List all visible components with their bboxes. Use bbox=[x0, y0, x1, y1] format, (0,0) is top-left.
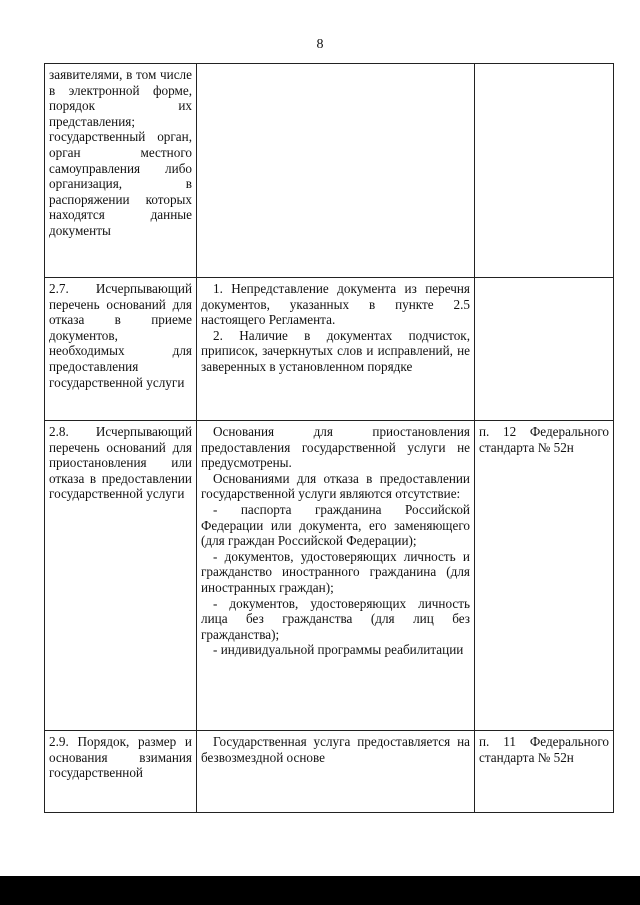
content-paragraph: 2. Наличие в документах подчисток, приписок, зачеркнутых слов и исправлений, не заверенных в установленном порядке bbox=[201, 327, 470, 374]
scan-bottom-edge bbox=[0, 876, 640, 905]
table-row bbox=[45, 731, 614, 813]
content-cell bbox=[197, 421, 475, 731]
row-heading-text: заявителями, в том числе в электронной форме, порядок их представления; государственный орган, орган местного самоуправления либо организация, в распоряжении которых находятся данные документы bbox=[49, 67, 192, 238]
row-heading-text: 2.8. Исчерпывающий перечень оснований для приостановления или отказа в предоставлении государственной услуги bbox=[49, 424, 192, 502]
table-row bbox=[45, 64, 614, 278]
reference-cell bbox=[475, 64, 614, 278]
table-row bbox=[45, 421, 614, 731]
reference-cell bbox=[475, 421, 614, 731]
page-number: 8 bbox=[316, 37, 324, 52]
reference-text: п. 12 Федерального стандарта № 52н bbox=[479, 424, 609, 455]
list-item: - документов, удостоверяющих личность лица без гражданства (для лиц без гражданства); bbox=[201, 595, 470, 642]
row-heading-text: 2.7. Исчерпывающий перечень оснований для отказа в приеме документов, необходимых для предоставления государственной услуги bbox=[49, 281, 192, 390]
regulation-table bbox=[44, 63, 614, 813]
row-heading-text: 2.9. Порядок, размер и основания взимания государственной bbox=[49, 734, 192, 781]
reference-cell bbox=[475, 731, 614, 813]
reference-text: п. 11 Федерального стандарта № 52н bbox=[479, 734, 609, 765]
row-heading-cell bbox=[45, 421, 197, 731]
list-item: - документов, удостоверяющих личность и гражданство иностранного гражданина (для иностранных граждан); bbox=[201, 548, 470, 595]
list-item: - индивидуальной программы реабилитации bbox=[213, 642, 464, 658]
content-cell bbox=[197, 64, 475, 278]
content-cell bbox=[197, 731, 475, 813]
row-heading-cell bbox=[45, 731, 197, 813]
reference-cell bbox=[475, 278, 614, 421]
row-heading-cell bbox=[45, 278, 197, 421]
content-paragraph: Основаниями для отказа в предоставлении государственной услуги являются отсутствие: bbox=[201, 470, 470, 502]
table-row bbox=[45, 278, 614, 421]
content-paragraph: Государственная услуга предоставляется на безвозмездной основе bbox=[201, 734, 470, 765]
content-paragraph: Основания для приостановления предоставления государственной услуги не предусмотрены. bbox=[201, 424, 470, 471]
content-paragraph: 1. Непредставление документа из перечня документов, указанных в пункте 2.5 настоящего Регламента. bbox=[201, 281, 470, 328]
content-cell bbox=[197, 278, 475, 421]
row-heading-cell bbox=[45, 64, 197, 278]
list-item: - паспорта гражданина Российской Федерации или документа, его заменяющего (для граждан Российской Федерации); bbox=[201, 501, 470, 549]
